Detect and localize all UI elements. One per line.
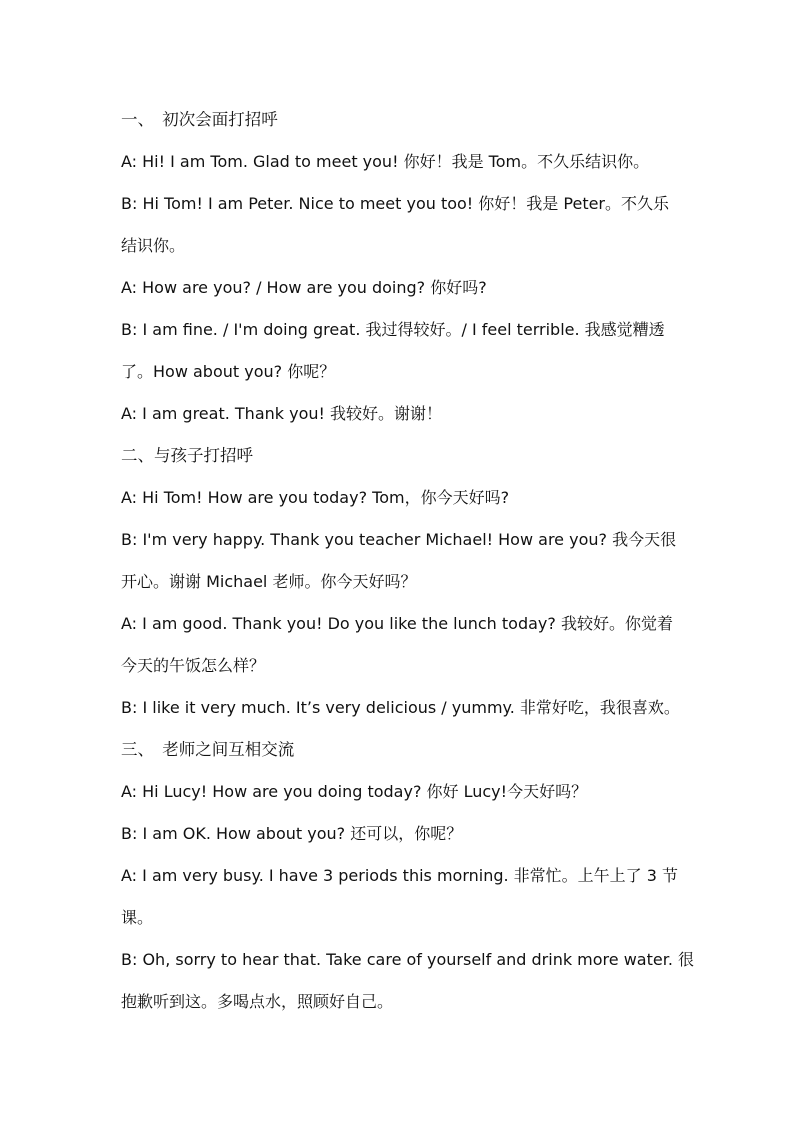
section-heading-1: 一、 初次会面打招呼	[121, 110, 278, 129]
dialogue-line: A: I am good. Thank you! Do you like the lunch today? 我较好。你觉着	[121, 614, 673, 633]
dialogue-line: A: Hi! I am Tom. Glad to meet you! 你好！我是 Tom。不久乐结识你。	[121, 152, 650, 171]
document-page	[121, 99, 694, 1023]
dialogue-line: 开心。谢谢 Michael 老师。你今天好吗？	[121, 572, 417, 591]
section-heading-3: 三、 老师之间互相交流	[121, 740, 295, 759]
dialogue-line: 今天的午饭怎么样？	[121, 656, 266, 675]
dialogue-line: B: Oh, sorry to hear that. Take care of yourself and drink more water. 很	[121, 950, 694, 969]
dialogue-line: B: Hi Tom! I am Peter. Nice to meet you too! 你好！我是 Peter。不久乐	[121, 194, 670, 213]
dialogue-line: B: I am fine. / I'm doing great. 我过得较好。/ I feel terrible. 我感觉糟透	[121, 320, 665, 339]
section-heading-2: 二、与孩子打招呼	[121, 446, 253, 465]
dialogue-line: 抱歉听到这。多喝点水，照顾好自己。	[121, 992, 394, 1011]
dialogue-line: B: I like it very much. It’s very delicious / yummy. 非常好吃，我很喜欢。	[121, 698, 680, 717]
dialogue-line: A: How are you? / How are you doing? 你好吗?	[121, 278, 487, 297]
dialogue-line: A: Hi Lucy! How are you doing today? 你好 Lucy!今天好吗？	[121, 782, 588, 801]
dialogue-line: 课。	[121, 908, 154, 927]
dialogue-line: 了。How about you? 你呢？	[121, 362, 336, 381]
dialogue-line: 结识你。	[121, 236, 186, 255]
dialogue-line: A: Hi Tom! How are you today? Tom，你今天好吗?	[121, 488, 510, 507]
dialogue-line: A: I am great. Thank you! 我较好。谢谢！	[121, 404, 443, 423]
dialogue-line: B: I am OK. How about you? 还可以，你呢？	[121, 824, 463, 843]
dialogue-line: A: I am very busy. I have 3 periods this morning. 非常忙。上午上了 3 节	[121, 866, 679, 885]
dialogue-line: B: I'm very happy. Thank you teacher Michael! How are you? 我今天很	[121, 530, 677, 549]
